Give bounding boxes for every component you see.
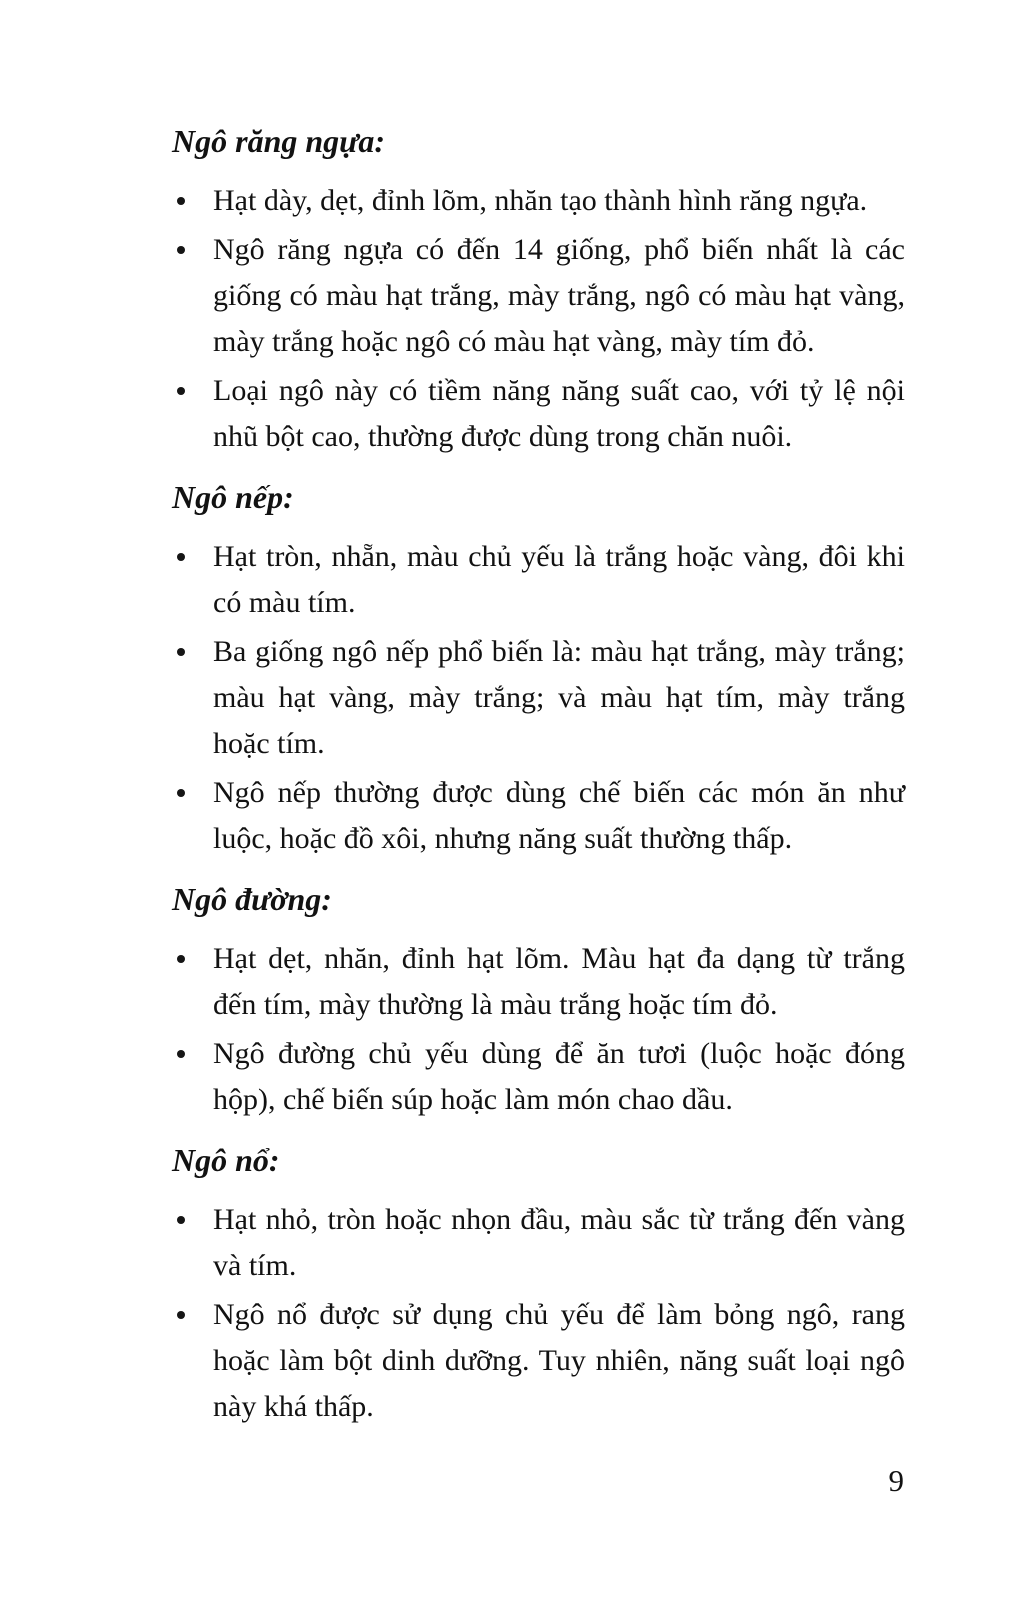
list-item: [172, 936, 905, 1028]
section-heading: Ngô đường:: [172, 881, 332, 917]
list-item: [172, 178, 905, 224]
list-item: [172, 368, 905, 460]
list-item: [172, 227, 905, 365]
bullet-icon: [177, 197, 185, 205]
section-ngo-no: [172, 1137, 905, 1430]
bullet-icon: [177, 1216, 185, 1224]
bullet-list: [172, 1197, 905, 1430]
list-item-text: Ngô răng ngựa có đến 14 giống, phổ biến nhất là các giống có màu hạt trắng, mày trắng, ngô có màu hạt vàng, mày trắng hoặc ngô có màu hạt vàng, mày tím đỏ.: [213, 233, 905, 358]
list-item: [172, 629, 905, 767]
section-ngo-nep: [172, 474, 905, 862]
list-item-text: Ngô nổ được sử dụng chủ yếu để làm bỏng ngô, rang hoặc làm bột dinh dưỡng. Tuy nhiên, năng suất loại ngô này khá thấp.: [213, 1298, 905, 1423]
page-content: [172, 118, 905, 1444]
bullet-icon: [177, 648, 185, 656]
bullet-list: [172, 178, 905, 460]
bullet-icon: [177, 789, 185, 797]
section-ngo-duong: [172, 876, 905, 1123]
bullet-icon: [177, 955, 185, 963]
list-item: [172, 1292, 905, 1430]
section-ngo-rang-ngua: [172, 118, 905, 460]
list-item: [172, 1031, 905, 1123]
list-item-text: Ba giống ngô nếp phổ biến là: màu hạt trắng, mày trắng; màu hạt vàng, mày trắng; và màu hạt tím, mày trắng hoặc tím.: [213, 635, 905, 760]
list-item: [172, 770, 905, 862]
section-heading: Ngô nếp:: [172, 479, 294, 515]
list-item-text: Ngô nếp thường được dùng chế biến các món ăn như luộc, hoặc đồ xôi, nhưng năng suất thường thấp.: [213, 776, 905, 855]
list-item-text: Hạt dày, dẹt, đỉnh lõm, nhăn tạo thành hình răng ngựa.: [213, 184, 868, 217]
bullet-icon: [177, 1311, 185, 1319]
bullet-icon: [177, 387, 185, 395]
page-number: 9: [888, 1463, 904, 1498]
list-item-text: Hạt nhỏ, tròn hoặc nhọn đầu, màu sắc từ trắng đến vàng và tím.: [213, 1203, 905, 1282]
bullet-list: [172, 936, 905, 1123]
list-item-text: Hạt dẹt, nhăn, đỉnh hạt lõm. Màu hạt đa dạng từ trắng đến tím, mày thường là màu trắng hoặc tím đỏ.: [213, 942, 905, 1021]
bullet-icon: [177, 553, 185, 561]
section-heading: Ngô răng ngựa:: [172, 123, 385, 159]
section-heading: Ngô nổ:: [172, 1142, 280, 1178]
list-item-text: Loại ngô này có tiềm năng năng suất cao, với tỷ lệ nội nhũ bột cao, thường được dùng trong chăn nuôi.: [213, 374, 905, 453]
list-item-text: Hạt tròn, nhẵn, màu chủ yếu là trắng hoặc vàng, đôi khi có màu tím.: [213, 540, 905, 619]
list-item: [172, 1197, 905, 1289]
list-item: [172, 534, 905, 626]
bullet-icon: [177, 246, 185, 254]
bullet-list: [172, 534, 905, 862]
bullet-icon: [177, 1050, 185, 1058]
list-item-text: Ngô đường chủ yếu dùng để ăn tươi (luộc hoặc đóng hộp), chế biến súp hoặc làm món chao dầu.: [213, 1037, 905, 1116]
